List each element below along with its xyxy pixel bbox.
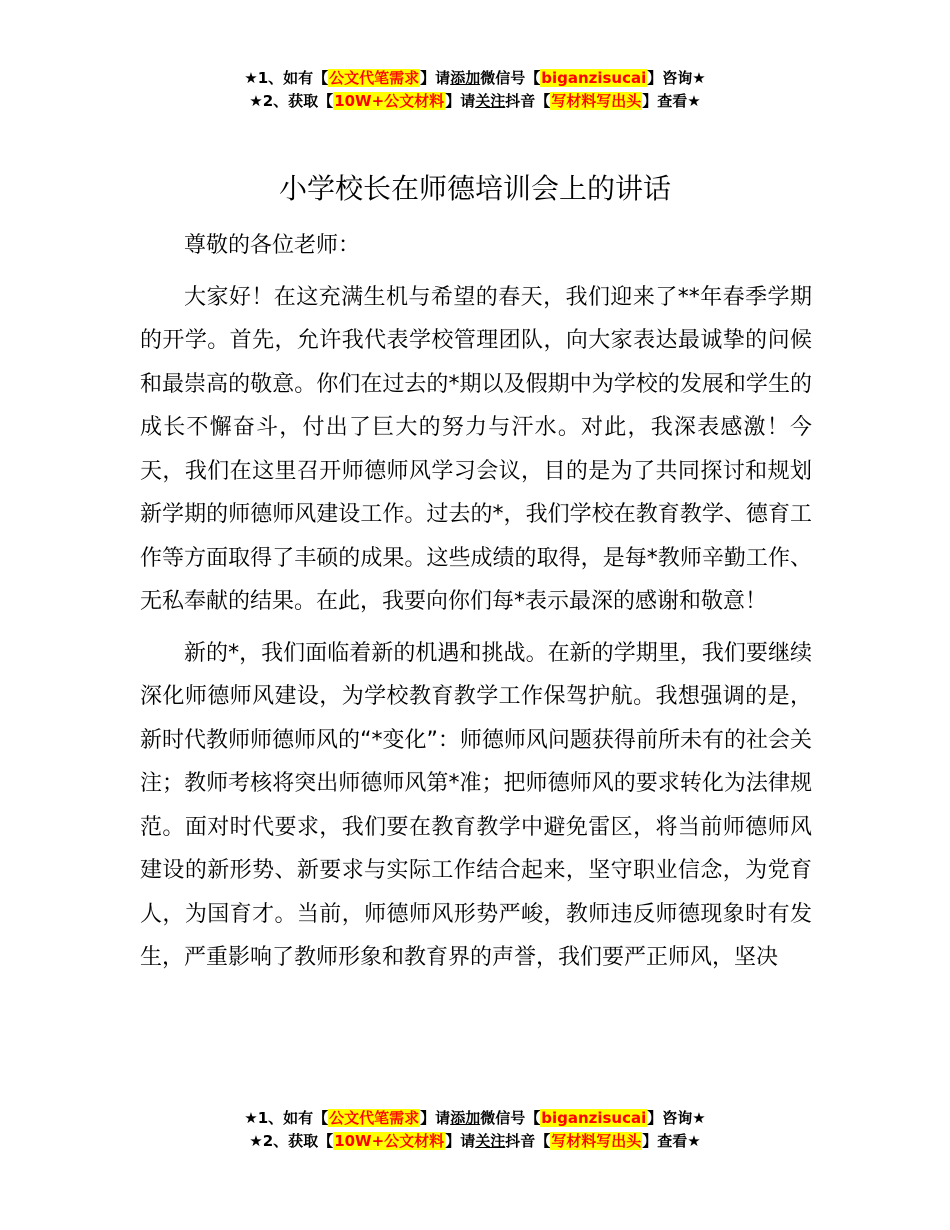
highlight-douyin-account: 写材料写出头 xyxy=(551,92,642,110)
greeting: 尊敬的各位老师： xyxy=(184,233,361,258)
banner-text: 】查看★ xyxy=(642,1132,701,1150)
underlined-add: 添加 xyxy=(450,69,481,87)
banner-text: 】查看★ xyxy=(642,92,701,110)
banner-line-2 xyxy=(0,1130,950,1153)
banner-text: 微信号【 xyxy=(480,1109,541,1127)
banner-text: 】请 xyxy=(445,92,476,110)
banner-text: ★2、获取【 xyxy=(249,1132,334,1150)
highlight-ghostwriting: 公文代笔需求 xyxy=(329,1109,420,1127)
highlight-wechat-id: biganzisucai xyxy=(541,69,647,87)
paragraph-1: 大家好！在这充满生机与希望的春天，我们迎来了**年春季学期的开学。首先，允许我代表学校管理团队，向大家表达最诚挚的问候和最崇高的敬意。你们在过去的*期以及假期中为学校的发展和学生的成长不懈奋斗，付出了巨大的努力与汗水。对此，我深表感激！今天，我们在这里召开师德师风学习会议，目的是为了共同探讨和规划新学期的师德师风建设工作。过去的*，我们学校在教育教学、德育工作等方面取得了丰硕的成果。这些成绩的取得，是每*教师辛勤工作、无私奉献的结果。在此，我要向你们每*表示最深的感谢和敬意！ xyxy=(140,284,812,614)
banner-text: 】请 xyxy=(420,69,451,87)
footer-banner xyxy=(0,1107,950,1153)
banner-text: 】咨询★ xyxy=(647,69,706,87)
highlight-douyin-account: 写材料写出头 xyxy=(551,1132,642,1150)
highlight-materials: 10W+公文材料 xyxy=(334,1132,445,1150)
underlined-add: 添加 xyxy=(450,1109,481,1127)
underlined-follow: 关注 xyxy=(475,92,506,110)
highlight-materials: 10W+公文材料 xyxy=(334,92,445,110)
banner-text: 】请 xyxy=(445,1132,476,1150)
underlined-follow: 关注 xyxy=(475,1132,506,1150)
banner-text: 】咨询★ xyxy=(647,1109,706,1127)
highlight-ghostwriting: 公文代笔需求 xyxy=(329,69,420,87)
banner-text: ★1、如有【 xyxy=(244,69,329,87)
banner-text: 】请 xyxy=(420,1109,451,1127)
banner-text: 抖音【 xyxy=(505,92,551,110)
header-banner xyxy=(0,67,950,113)
paragraph-2: 新的*，我们面临着新的机遇和挑战。在新的学期里，我们要继续深化师德师风建设，为学校教育教学工作保驾护航。我想强调的是，新时代教师师德师风的“*变化”：师德师风问题获得前所未有的社会关注；教师考核将突出师德师风第*准；把师德师风的要求转化为法律规范。面对时代要求，我们要在教育教学中避免雷区，将当前师德师风建设的新形势、新要求与实际工作结合起来，坚守职业信念，为党育人，为国育才。当前，师德师风形势严峻，教师违反师德现象时有发生，严重影响了教师形象和教育界的声誉，我们要严正师风，坚决 xyxy=(140,640,812,970)
banner-text: 抖音【 xyxy=(505,1132,551,1150)
document-body xyxy=(140,224,812,988)
banner-text: ★2、获取【 xyxy=(249,92,334,110)
banner-text: ★1、如有【 xyxy=(244,1109,329,1127)
banner-line-1 xyxy=(0,1107,950,1130)
banner-line-1 xyxy=(0,67,950,90)
banner-text: 微信号【 xyxy=(480,69,541,87)
highlight-wechat-id: biganzisucai xyxy=(541,1109,647,1127)
banner-line-2 xyxy=(0,90,950,113)
document-title: 小学校长在师德培训会上的讲话 xyxy=(278,172,671,205)
